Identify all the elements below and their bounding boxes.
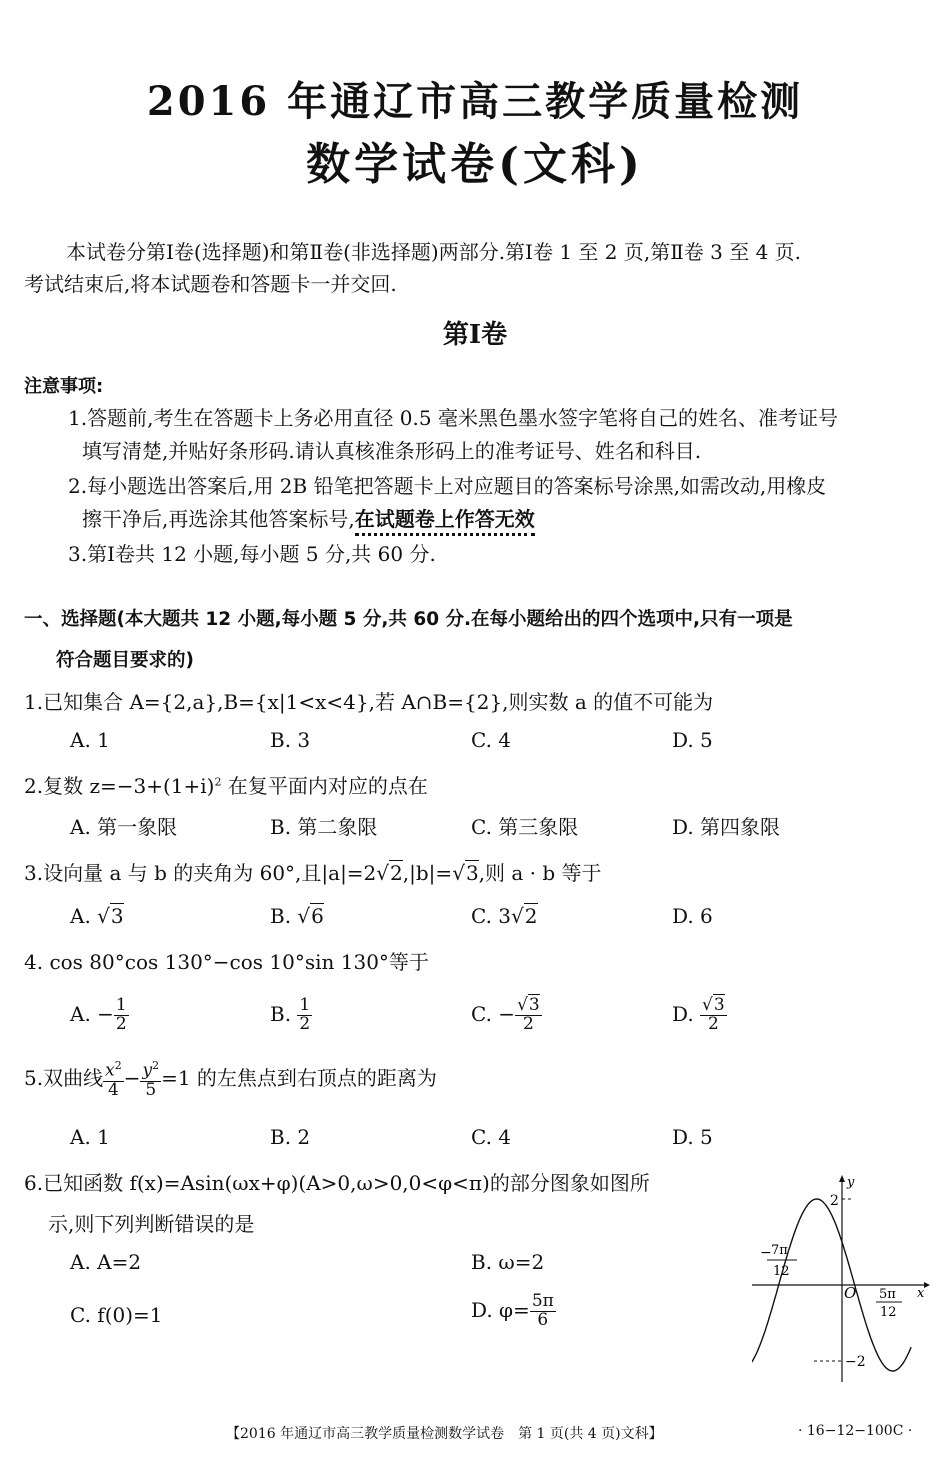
q5-fraction-2-numerator: [140, 1060, 161, 1082]
q2-stem: [24, 770, 428, 799]
q3-option-a-radical: 3: [110, 904, 124, 928]
q2-stem-part-b: 在复平面内对应的点在: [221, 774, 428, 798]
q4-option-a-numerator: 1: [115, 995, 127, 1015]
q5-fraction-1-denominator: 4: [107, 1079, 119, 1100]
q5-stem-part-a: 5.双曲线: [24, 1066, 104, 1091]
q4-option-c-numerator: √3: [517, 995, 540, 1015]
part1-heading-line-1: 一、选择题(本大题共 12 小题,每小题 5 分,共 60 分.在每小题给出的四个选项中,只有一项是: [24, 609, 793, 630]
q3-radical-1: 2: [390, 861, 403, 885]
x-axis-arrow: [924, 1282, 930, 1288]
q5-fraction-1: [103, 1060, 124, 1099]
notice-item-2-text: 擦干净后,再选涂其他答案标号,: [82, 507, 355, 531]
q3-option-b-radical: 6: [311, 904, 324, 928]
q3-option-a-label: A.: [70, 904, 98, 928]
q6-sine-graph: [752, 1172, 932, 1392]
q5-minus: −: [123, 1066, 141, 1091]
q4-option-b-numerator: 1: [299, 995, 311, 1015]
q4-option-c-label: C. −: [471, 1001, 516, 1026]
notice-item-2-line-2: [82, 503, 535, 532]
q2-option-c: C. 第三象限: [471, 815, 579, 839]
q5-var-x: x: [105, 1060, 115, 1081]
q2-exponent: 2: [214, 775, 222, 789]
footer-code: · 16−12−100C ·: [798, 1423, 913, 1439]
q6-option-d-label: D. φ=: [471, 1297, 530, 1322]
q5-fraction-2-denominator: 5: [145, 1079, 157, 1100]
q5-stem-part-b: =1 的左焦点到右顶点的距离为: [161, 1066, 437, 1091]
notice-item-1-line-2: 填写清楚,并贴好条形码.请认真核准条形码上的准考证号、姓名和科目.: [82, 439, 702, 463]
right-zero-numerator: 5π: [879, 1287, 896, 1302]
q4-option-b-denominator: 2: [299, 1013, 311, 1034]
q2-option-d: D. 第四象限: [672, 815, 781, 839]
q6-option-d: [471, 1293, 556, 1330]
y-min-label: −2: [845, 1354, 866, 1370]
q4-option-a-label: A. −: [70, 1001, 114, 1026]
q3-option-c-radical: 2: [524, 904, 538, 928]
notice-item-2-line-1: 2.每小题选出答案后,用 2B 铅笔把答题卡上对应题目的答案标号涂黑,如需改动,用橡皮: [68, 474, 827, 498]
q3-stem-part-b: ,|b|=: [402, 861, 453, 885]
notice-item-1-line-1: 1.答题前,考生在答题卡上务必用直径 0.5 毫米黑色墨水签字笔将自己的姓名、准考证号: [68, 406, 838, 430]
q4-option-d-denominator: 2: [707, 1013, 719, 1034]
notice-emphasis: 在试题卷上作答无效: [355, 507, 535, 536]
left-zero-numerator: 7π: [771, 1243, 788, 1258]
q5-var-y: y: [142, 1060, 153, 1081]
q4-option-d: [672, 997, 727, 1034]
right-zero-denominator: 12: [880, 1305, 897, 1320]
q3-option-b-label: B.: [270, 904, 298, 928]
left-zero-denominator: 12: [773, 1264, 790, 1279]
q1-stem: 1.已知集合 A={2,a},B={x|1<x<4},若 A∩B={2},则实数 a 的值不可能为: [24, 690, 714, 714]
q5-option-b: B. 2: [270, 1125, 311, 1149]
q5-fraction-1-numerator: [103, 1060, 124, 1082]
q4-option-d-radical: 3: [713, 995, 725, 1015]
q1-option-d: D. 5: [672, 728, 713, 752]
q4-stem: 4. cos 80°cos 130°−cos 10°sin 130°等于: [24, 950, 429, 974]
q2-stem-part-a: 2.复数 z=−3+(1+i): [24, 774, 215, 798]
q3-stem-part-c: ,则 a · b 等于: [478, 861, 602, 885]
q4-option-c-fraction: [515, 997, 542, 1034]
q4-option-a-denominator: 2: [115, 1013, 127, 1034]
q4-option-d-label: D.: [672, 1001, 701, 1026]
q6-option-d-fraction: [530, 1293, 556, 1330]
q4-option-c-radical: 3: [528, 995, 540, 1015]
y-axis-label: y: [847, 1175, 855, 1190]
q2-option-a: A. 第一象限: [70, 815, 178, 839]
exam-title: 2016 年通辽市高三教学质量检测: [146, 78, 804, 125]
q3-stem-part-a: 3.设向量 a 与 b 的夹角为 60°,且|a|=2: [24, 861, 377, 885]
q3-option-d: D. 6: [672, 904, 713, 928]
q5-fraction-2: [140, 1060, 161, 1099]
q3-option-a: A. √3: [70, 904, 124, 928]
q6-stem-line-2: 示,则下列判断错误的是: [48, 1212, 255, 1236]
q5-exp-1: 2: [114, 1059, 122, 1072]
q6-option-a: A. A=2: [70, 1250, 142, 1274]
q6-stem-line-1: 6.已知函数 f(x)=Asin(ωx+φ)(A>0,ω>0,0<φ<π)的部分图象如图所: [24, 1171, 650, 1195]
intro-line-1: 本试卷分第Ⅰ卷(选择题)和第Ⅱ卷(非选择题)两部分.第Ⅰ卷 1 至 2 页,第Ⅱ卷 3 至 4 页.: [66, 240, 802, 264]
y-max-label: 2: [830, 1193, 839, 1209]
notice-item-3: 3.第Ⅰ卷共 12 小题,每小题 5 分,共 60 分.: [68, 542, 436, 566]
q3-radical-2: 3: [465, 861, 479, 885]
q6-option-b: B. ω=2: [471, 1250, 545, 1274]
left-zero-minus: −: [760, 1245, 772, 1261]
exam-subtitle: 数学试卷(文科): [306, 139, 644, 190]
q5-exp-2: 2: [152, 1059, 160, 1072]
q6-option-d-numerator: 5π: [531, 1291, 554, 1311]
q1-option-a: A. 1: [70, 728, 110, 752]
q4-option-b: [270, 997, 312, 1034]
q5-option-c: C. 4: [471, 1125, 512, 1149]
footer-center: 【2016 年通辽市高三教学质量检测数学试卷 第 1 页(共 4 页)文科】: [226, 1426, 663, 1442]
section-title: 第Ⅰ卷: [442, 320, 508, 350]
origin-label: O: [844, 1284, 857, 1302]
q1-option-c: C. 4: [471, 728, 512, 752]
x-axis-label: x: [917, 1286, 925, 1301]
q4-option-a: [70, 997, 129, 1034]
q3-option-b: B. √6: [270, 904, 324, 928]
q5-option-d: D. 5: [672, 1125, 713, 1149]
q2-option-b: B. 第二象限: [270, 815, 378, 839]
notice-heading: 注意事项:: [24, 376, 104, 397]
q1-option-b: B. 3: [270, 728, 311, 752]
q4-option-b-fraction: [297, 997, 312, 1034]
part1-heading-line-2: 符合题目要求的): [56, 650, 194, 671]
q6-option-c: C. f(0)=1: [70, 1303, 163, 1327]
intro-line-2: 考试结束后,将本试题卷和答题卡一并交回.: [24, 272, 397, 296]
q3-option-c-label: C. 3: [471, 904, 512, 928]
q4-option-c: [471, 997, 542, 1034]
q6-option-d-denominator: 6: [537, 1309, 549, 1330]
q4-option-d-fraction: [700, 997, 727, 1034]
q4-option-b-label: B.: [270, 1001, 298, 1026]
q4-option-d-numerator: √3: [702, 995, 725, 1015]
q5-stem: [24, 1060, 437, 1099]
y-axis-arrow: [839, 1175, 845, 1182]
q4-option-a-fraction: [114, 997, 129, 1034]
q4-option-c-denominator: 2: [522, 1013, 534, 1034]
q3-stem: 3.设向量 a 与 b 的夹角为 60°,且|a|=2√2,|b|=√3,则 a · b 等于: [24, 861, 602, 885]
q5-option-a: A. 1: [70, 1125, 110, 1149]
q3-option-c: C. 3√2: [471, 904, 538, 928]
